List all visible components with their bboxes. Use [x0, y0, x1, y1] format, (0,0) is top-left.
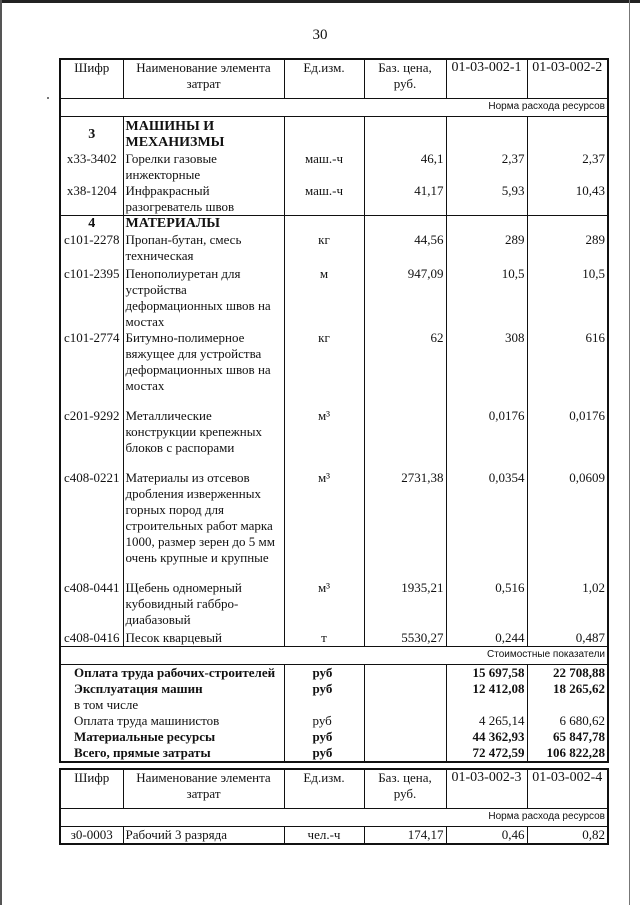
cost-value-2: 65 847,78: [527, 729, 608, 745]
cost-row: [60, 697, 608, 713]
row-price: 41,17: [364, 183, 446, 216]
row-price: 44,56: [364, 232, 446, 264]
row-value-2: 0,487: [527, 628, 608, 647]
table-row: [60, 394, 608, 456]
row-name: Песок кварцевый: [123, 628, 284, 647]
cost-value-1: 44 362,93: [446, 729, 527, 745]
header-code: Шифр: [60, 769, 123, 809]
table-row: [60, 827, 608, 845]
row-value-2: 10,5: [527, 264, 608, 330]
row-value-2: 1,02: [527, 566, 608, 628]
norm-label: Норма расхода ресурсов: [60, 99, 608, 117]
table-row: [60, 183, 608, 216]
header-norm-4: 01-03-002-4: [527, 769, 608, 809]
row-unit: маш.-ч: [284, 151, 364, 183]
cost-unit: [284, 697, 364, 713]
header-unit: Ед.изм.: [284, 769, 364, 809]
row-unit: маш.-ч: [284, 183, 364, 216]
cost-row: [60, 745, 608, 762]
row-value-1: 0,244: [446, 628, 527, 647]
row-price: 174,17: [364, 827, 446, 845]
cost-unit: руб: [284, 729, 364, 745]
header-norm-3: 01-03-002-3: [446, 769, 527, 809]
cost-row: [60, 665, 608, 682]
row-value-1: 0,0176: [446, 394, 527, 456]
row-price: 5530,27: [364, 628, 446, 647]
scan-edge-right: [629, 0, 630, 905]
row-value-1: 10,5: [446, 264, 527, 330]
row-value-1: 2,37: [446, 151, 527, 183]
row-code: с101-2278: [63, 232, 120, 247]
norm-label-row: [60, 99, 608, 117]
row-unit: кг: [284, 232, 364, 264]
row-unit: кг: [284, 330, 364, 394]
cost-name: Эксплуатация машин: [74, 681, 203, 696]
cost-label: Стоимостные показатели: [60, 647, 608, 665]
row-value-2: 10,43: [527, 183, 608, 216]
row-price: 1935,21: [364, 566, 446, 628]
row-name: Рабочий 3 разряда: [123, 827, 284, 845]
cost-value-1: 72 472,59: [446, 745, 527, 762]
row-value-2: 0,82: [527, 827, 608, 845]
header-norm-2: 01-03-002-2: [527, 59, 608, 99]
row-value-1: 308: [446, 330, 527, 394]
cost-name: Всего, прямые затраты: [74, 745, 211, 760]
row-name: Пенополиуретан для устройства деформационных швов на мостах: [123, 264, 284, 330]
header-code: Шифр: [60, 59, 123, 99]
header-name: Наименование элемента затрат: [123, 59, 284, 99]
row-code: с201-9292: [63, 408, 120, 423]
cost-value-2: [527, 697, 608, 713]
row-code: с408-0416: [63, 630, 120, 645]
row-name: Материалы из отсевов дробления изверженных горных пород для строительных работ марка 1000, размер зерен до 5 мм очень крупные и крупные: [123, 456, 284, 566]
cost-unit: руб: [284, 713, 364, 729]
row-name: Инфракрасный разогреватель швов: [123, 183, 284, 216]
row-value-1: 0,0354: [446, 456, 527, 566]
scan-edge-left: [0, 0, 2, 905]
cost-value-2: 22 708,88: [527, 665, 608, 682]
row-value-2: 2,37: [527, 151, 608, 183]
norm-label-row: [60, 809, 608, 827]
cost-name: в том числе: [74, 697, 139, 712]
header-unit: Ед.изм.: [284, 59, 364, 99]
row-unit: м: [284, 264, 364, 330]
row-unit: м³: [284, 456, 364, 566]
row-unit: т: [284, 628, 364, 647]
row-name: Битумно-полимерное вяжущее для устройства деформационных швов на мостах: [123, 330, 284, 394]
cost-value-2: 18 265,62: [527, 681, 608, 697]
section-title: МАШИНЫ И МЕХАНИЗМЫ: [123, 117, 284, 152]
resource-table-1: [59, 58, 609, 763]
row-unit: м³: [284, 394, 364, 456]
page-number: 30: [312, 27, 328, 43]
table-header-row: [60, 769, 608, 809]
norm-label: Норма расхода ресурсов: [60, 809, 608, 827]
table-row: [60, 330, 608, 394]
row-price: 2731,38: [364, 456, 446, 566]
section-row: [60, 216, 608, 233]
cost-unit: руб: [284, 681, 364, 697]
row-value-1: 289: [446, 232, 527, 264]
row-name: Горелки газовые инжекторные: [123, 151, 284, 183]
header-price: Баз. цена, руб.: [364, 59, 446, 99]
cost-value-1: 15 697,58: [446, 665, 527, 682]
header-price: Баз. цена, руб.: [364, 769, 446, 809]
row-name: Металлические конструкции крепежных блоков с распорами: [123, 394, 284, 456]
header-norm-1: 01-03-002-1: [446, 59, 527, 99]
cost-value-1: [446, 697, 527, 713]
row-value-2: 616: [527, 330, 608, 394]
row-code: с101-2774: [63, 330, 120, 345]
table-row: [60, 456, 608, 566]
table-row: [60, 566, 608, 628]
header-name: Наименование элемента затрат: [123, 769, 284, 809]
table-row: [60, 628, 608, 647]
row-price: 46,1: [364, 151, 446, 183]
table-row: [60, 151, 608, 183]
row-value-1: 0,46: [446, 827, 527, 845]
row-value-2: 0,0609: [527, 456, 608, 566]
cost-value-1: 12 412,08: [446, 681, 527, 697]
cost-row: [60, 713, 608, 729]
row-unit: м³: [284, 566, 364, 628]
row-value-2: 0,0176: [527, 394, 608, 456]
row-unit: чел.-ч: [284, 827, 364, 845]
row-price: 62: [364, 330, 446, 394]
cost-value-2: 106 822,28: [527, 745, 608, 762]
table-row: [60, 264, 608, 330]
cost-value-2: 6 680,62: [527, 713, 608, 729]
row-code: х38-1204: [60, 183, 123, 216]
row-price: [364, 394, 446, 456]
section-number: 3: [88, 127, 96, 142]
row-value-1: 5,93: [446, 183, 527, 216]
row-code: з0-0003: [70, 827, 113, 842]
row-value-2: 289: [527, 232, 608, 264]
row-code: с101-2395: [63, 266, 120, 281]
cost-unit: руб: [284, 745, 364, 762]
cost-name: Оплата труда машинистов: [74, 713, 220, 728]
row-code: с408-0221: [63, 470, 120, 485]
section-title: МАТЕРИАЛЫ: [123, 216, 284, 233]
cost-row: [60, 681, 608, 697]
cost-unit: руб: [284, 665, 364, 682]
row-name: Щебень одномерный кубовидный габбро-диабазовый: [123, 566, 284, 628]
row-code: с408-0441: [63, 580, 120, 595]
row-name: Пропан-бутан, смесь техническая: [123, 232, 284, 264]
resource-table-2: [59, 768, 609, 845]
cost-label-row: [60, 647, 608, 665]
table-row: [60, 232, 608, 264]
row-price: 947,09: [364, 264, 446, 330]
table-header-row: [60, 59, 608, 99]
cost-value-1: 4 265,14: [446, 713, 527, 729]
section-row: [60, 117, 608, 152]
row-value-1: 0,516: [446, 566, 527, 628]
cost-row: [60, 729, 608, 745]
section-number: 4: [88, 216, 96, 231]
row-code: х33-3402: [66, 151, 117, 166]
scan-edge-top: [0, 0, 640, 3]
scan-speck: [47, 97, 49, 99]
cost-name: Материальные ресурсы: [74, 729, 216, 744]
cost-name: Оплата труда рабочих-строителей: [74, 665, 276, 680]
